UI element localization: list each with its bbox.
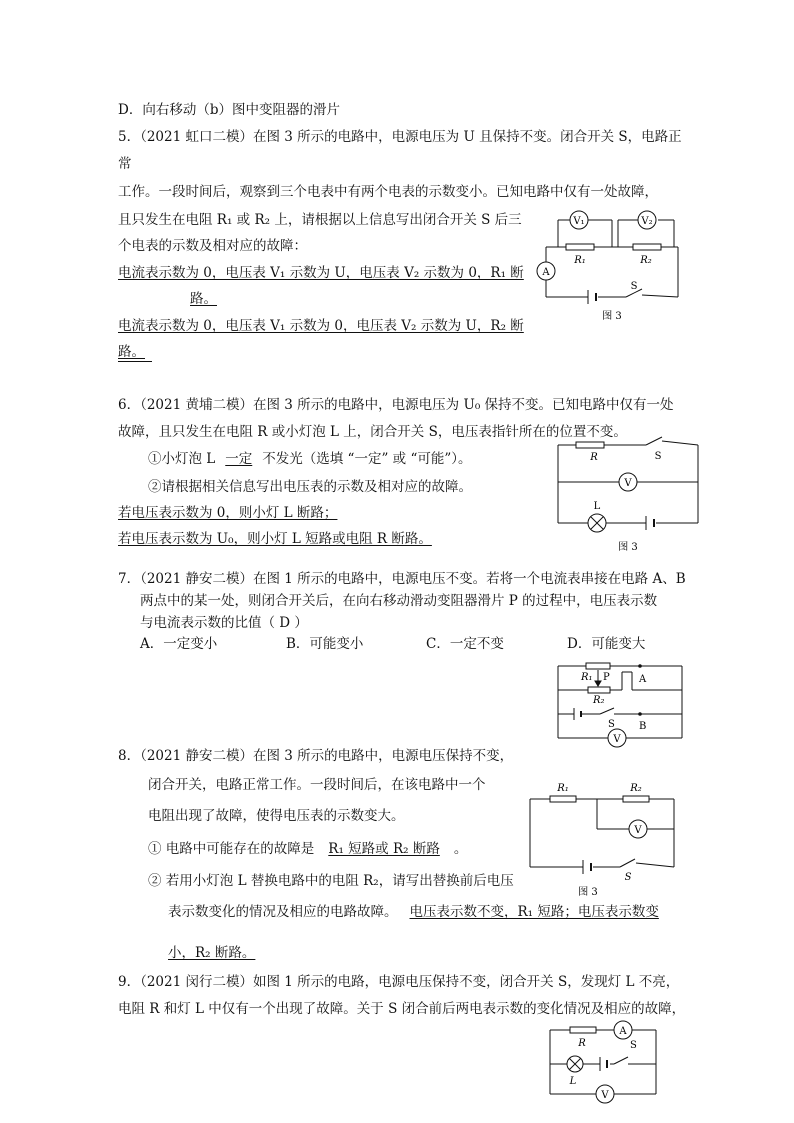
switch-label: S: [630, 1040, 637, 1051]
figure-caption: 图 3: [618, 542, 638, 553]
q7-line3: 与电流表示数的比值（ D ）: [140, 615, 308, 631]
q5-answer2: 电流表示数为 0，电压表 V₁ 示数为 0，电压表 V₂ 示数为 U，R₂ 断: [118, 318, 524, 334]
r-label: R: [590, 452, 598, 463]
point-a-label: A: [639, 674, 647, 685]
p-label: P: [603, 672, 610, 683]
r2-label: R₂: [640, 255, 652, 266]
switch-label: S: [630, 281, 638, 292]
ammeter-label: A: [619, 1026, 627, 1037]
q7-option-b: B．可能变小: [286, 636, 364, 652]
r1-label: R₁: [557, 783, 569, 794]
q8-line2: 闭合开关，电路正常工作。一段时间后，在该电路中一个: [148, 777, 486, 793]
q5-answer2-underline: [118, 361, 152, 362]
q9-line2: 电阻 R 和灯 L 中仅有一个出现了故障。关于 S 闭合前后两电表示数的变化情况及相应的故障，: [118, 1001, 686, 1017]
q8-line7: [168, 944, 295, 962]
q8-line5: ② 若用小灯泡 L 替换电路中的电阻 R₂，请写出替换前后电压: [148, 873, 514, 889]
q6-line3-prefix: ①小灯泡 L: [148, 451, 216, 467]
q5-answer1-end: 路。: [190, 291, 217, 307]
q8-line4: [148, 840, 467, 858]
q7-option-c: C．一定不变: [426, 636, 504, 652]
switch-label: S: [654, 451, 662, 462]
q9-circuit-diagram: [540, 1016, 666, 1108]
q5-answer1: 电流表示数为 0，电压表 V₁ 示数为 U，电压表 V₂ 示数为 0，R₁ 断: [118, 265, 524, 281]
r2-label: R₂: [593, 695, 605, 706]
q9-line1: 9．（2021 闵行二模）如图 1 所示的电路，电源电压保持不变，闭合开关 S，发现灯 L 不亮，: [118, 974, 680, 990]
q5-answer2-end: 路。: [118, 344, 145, 360]
q5-line3: 且只发生在电阻 R₁ 或 R₂ 上，请根据以上信息写出闭合开关 S 后三: [118, 212, 522, 228]
q7-option-a: A．一定变小: [140, 636, 218, 652]
q5-line2: 工作。一段时间后，观察到三个电表中有两个电表的示数变小。已知电路中仅有一处故障，: [118, 184, 658, 200]
q5-circuit-diagram: [526, 205, 696, 325]
q4-option-d: D．向右移动（b）图中变阻器的滑片: [118, 102, 340, 118]
q8-line6: [168, 903, 659, 921]
q7-circuit-diagram: [552, 658, 692, 752]
q5-line1b: 常: [118, 156, 132, 172]
q5-line4: 个电表的示数及相对应的故障：: [118, 238, 307, 254]
q6-line3-suffix: 不发光（选填 “一定” 或 “可能”）。: [262, 451, 472, 467]
voltmeter-label: V: [624, 478, 632, 489]
r-label: R: [578, 1038, 586, 1049]
q6-answer-blank: 一定: [225, 451, 253, 467]
q7-line1: 7．（2021 静安二模）在图 1 所示的电路中，电源电压不变。若将一个电流表串接在电路 A、B: [118, 571, 686, 587]
q8-answer2-end: 小，R₂ 断路。: [168, 945, 256, 961]
ammeter-label: A: [542, 267, 550, 278]
lamp-label: L: [569, 1076, 577, 1087]
q8-line1: 8．（2021 静安二模）在图 3 所示的电路中，电源电压保持不变，: [118, 748, 514, 764]
q6-answer2: [118, 530, 444, 548]
voltmeter-label: V: [634, 825, 642, 836]
q6-line4-text: ②请根据相关信息写出电压表的示数及相对应的故障。: [148, 479, 472, 495]
figure-caption: 图 3: [602, 311, 622, 322]
q7-line2: 两点中的某一处，则闭合开关后，在向右移动滑动变阻器滑片 P 的过程中，电压表示数: [140, 593, 658, 609]
q6-answer1: 若电压表示数为 0，则小灯 L 断路；: [118, 505, 338, 521]
switch-label: S: [608, 719, 615, 730]
r2-label: R₂: [630, 783, 642, 794]
q8-circuit-diagram: [520, 777, 690, 899]
q8-answer2: 电压表示数不变，R₁ 短路；电压表示数变: [409, 904, 659, 920]
voltmeter-label: V: [601, 1090, 609, 1101]
q6-line2: 故障，且只发生在电阻 R 或小灯泡 L 上，闭合开关 S，电压表指针所在的位置不变。: [118, 424, 627, 440]
q8-line6-prefix: 表示数变化的情况及相应的电路故障。: [168, 904, 398, 920]
q7-option-d: D．可能变大: [567, 636, 646, 652]
q8-line4-prefix: ① 电路中可能存在的故障是: [148, 841, 315, 857]
voltmeter-label: V: [613, 734, 621, 745]
q5-line1: 5．（2021 虹口二模）在图 3 所示的电路中，电源电压为 U 且保持不变。闭合开关 S，电路正: [118, 129, 682, 145]
q6-line4: [148, 478, 482, 496]
q6-line3: [148, 450, 472, 468]
q6-line1: 6．（2021 黄埔二模）在图 3 所示的电路中，电源电压为 U₀ 保持不变。已知电路中仅有一处: [118, 397, 674, 413]
r1-label: R₁: [581, 672, 593, 683]
lamp-label: L: [593, 501, 601, 512]
r1-label: R₁: [574, 255, 586, 266]
q8-line4-suffix: 。: [453, 841, 468, 857]
q6-answer2-text: 若电压表示数为 U₀，则小灯 L 短路或电阻 R 断路。: [118, 531, 432, 547]
v2-meter-label: V₂: [641, 216, 653, 227]
q6-circuit-diagram: [546, 436, 706, 558]
q8-answer1: R₁ 短路或 R₂ 断路: [328, 841, 440, 857]
figure-caption: 图 3: [578, 887, 598, 898]
v1-meter-label: V₁: [573, 216, 585, 227]
point-b-label: B: [639, 721, 647, 732]
q8-line3: 电阻出现了故障，使得电压表的示数变大。: [148, 808, 405, 824]
switch-label: S: [624, 872, 632, 883]
